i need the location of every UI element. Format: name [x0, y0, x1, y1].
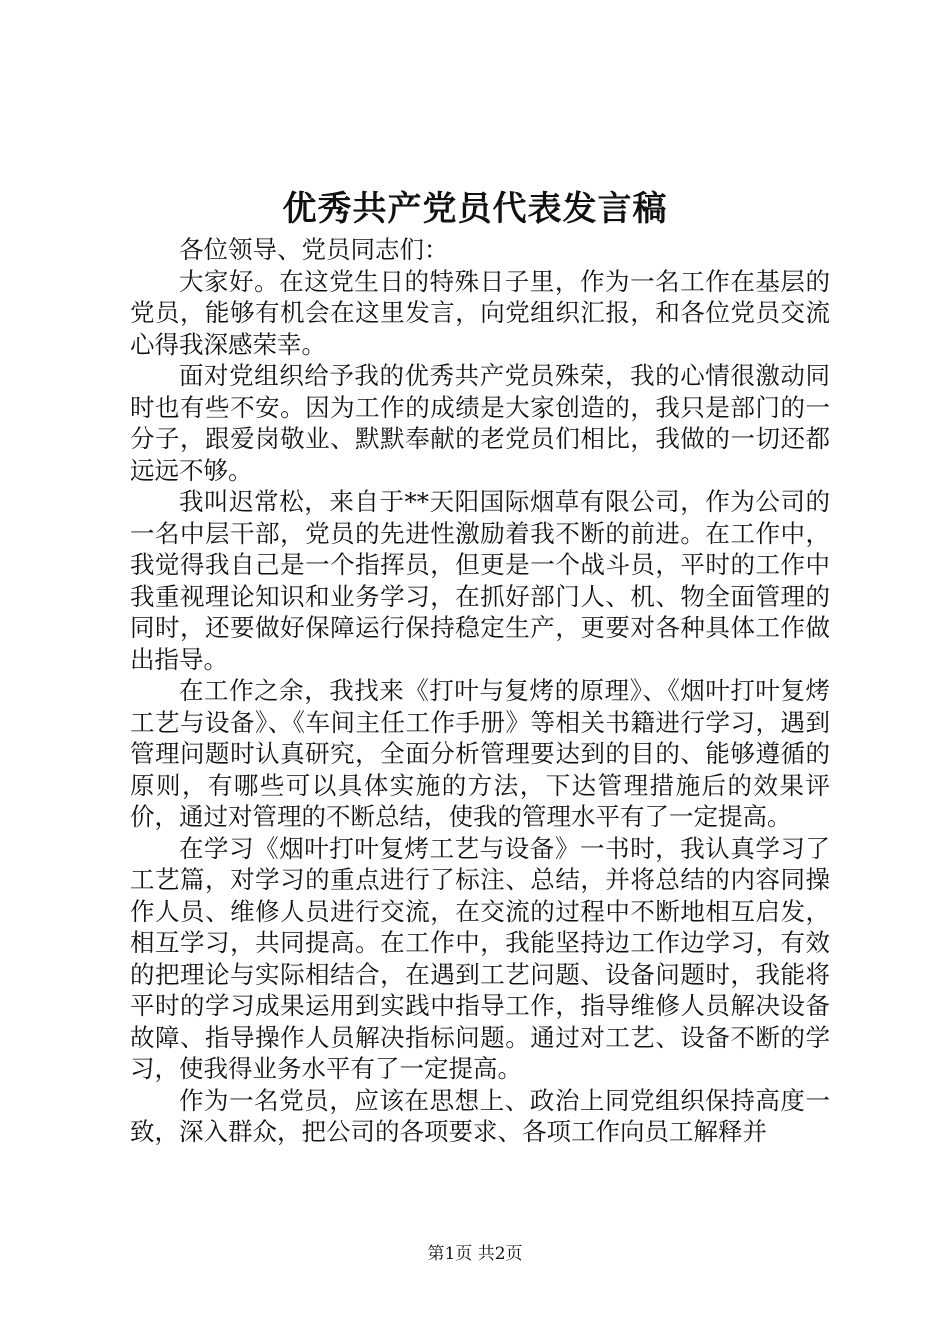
document-title: 优秀共产党员代表发言稿	[282, 189, 668, 229]
body-paragraph: 在学习《烟叶打叶复烤工艺与设备》一书时，我认真学习了工艺篇，对学习的重点进行了标注、总结，并将总结的内容同操作人员、维修人员进行交流，在交流的过程中不断地相互启发，相互学习，共同提高。在工作中，我能坚持边工作边学习，有效的把理论与实际相结合，在遇到工艺问题、设备问题时，我能将平时的学习成果运用到实践中指导工作，指导维修人员解决设备故障、指导操作人员解决指标问题。通过对工艺、设备不断的学习，使我得业务水平有了一定提高。	[130, 833, 830, 1083]
body-paragraph: 在工作之余，我找来《打叶与复烤的原理》、《烟叶打叶复烤工艺与设备》、《车间主任工作手册》等相关书籍进行学习，遇到管理问题时认真研究，全面分析管理要达到的目的、能够遵循的原则，有哪些可以具体实施的方法，下达管理措施后的效果评价，通过对管理的不断总结，使我的管理水平有了一定提高。	[130, 676, 830, 831]
salutation-paragraph: 各位领导、党员同志们：	[179, 235, 449, 264]
page-footer: 第1页 共2页	[427, 1244, 523, 1264]
body-paragraph: 面对党组织给予我的优秀共产党员殊荣，我的心情很激动同时也有些不安。因为工作的成绩是大家创造的，我只是部门的一分子，跟爱岗敬业、默默奉献的老党员们相比，我做的一切还都远远不够。	[130, 361, 830, 485]
document-body	[130, 234, 830, 1148]
body-paragraph: 我叫迟常松，来自于**天阳国际烟草有限公司，作为公司的一名中层干部，党员的先进性激励着我不断的前进。在工作中，我觉得我自己是一个指挥员，但更是一个战斗员，平时的工作中我重视理论知识和业务学习，在抓好部门人、机、物全面管理的同时，还要做好保障运行保持稳定生产，更要对各种具体工作做出指导。	[130, 487, 830, 674]
body-paragraph: 作为一名党员，应该在思想上、政治上同党组织保持高度一致，深入群众，把公司的各项要求、各项工作向员工解释并	[130, 1085, 830, 1146]
body-paragraph: 大家好。在这党生日的特殊日子里，作为一名工作在基层的党员，能够有机会在这里发言，向党组织汇报，和各位党员交流心得我深感荣幸。	[130, 266, 830, 359]
